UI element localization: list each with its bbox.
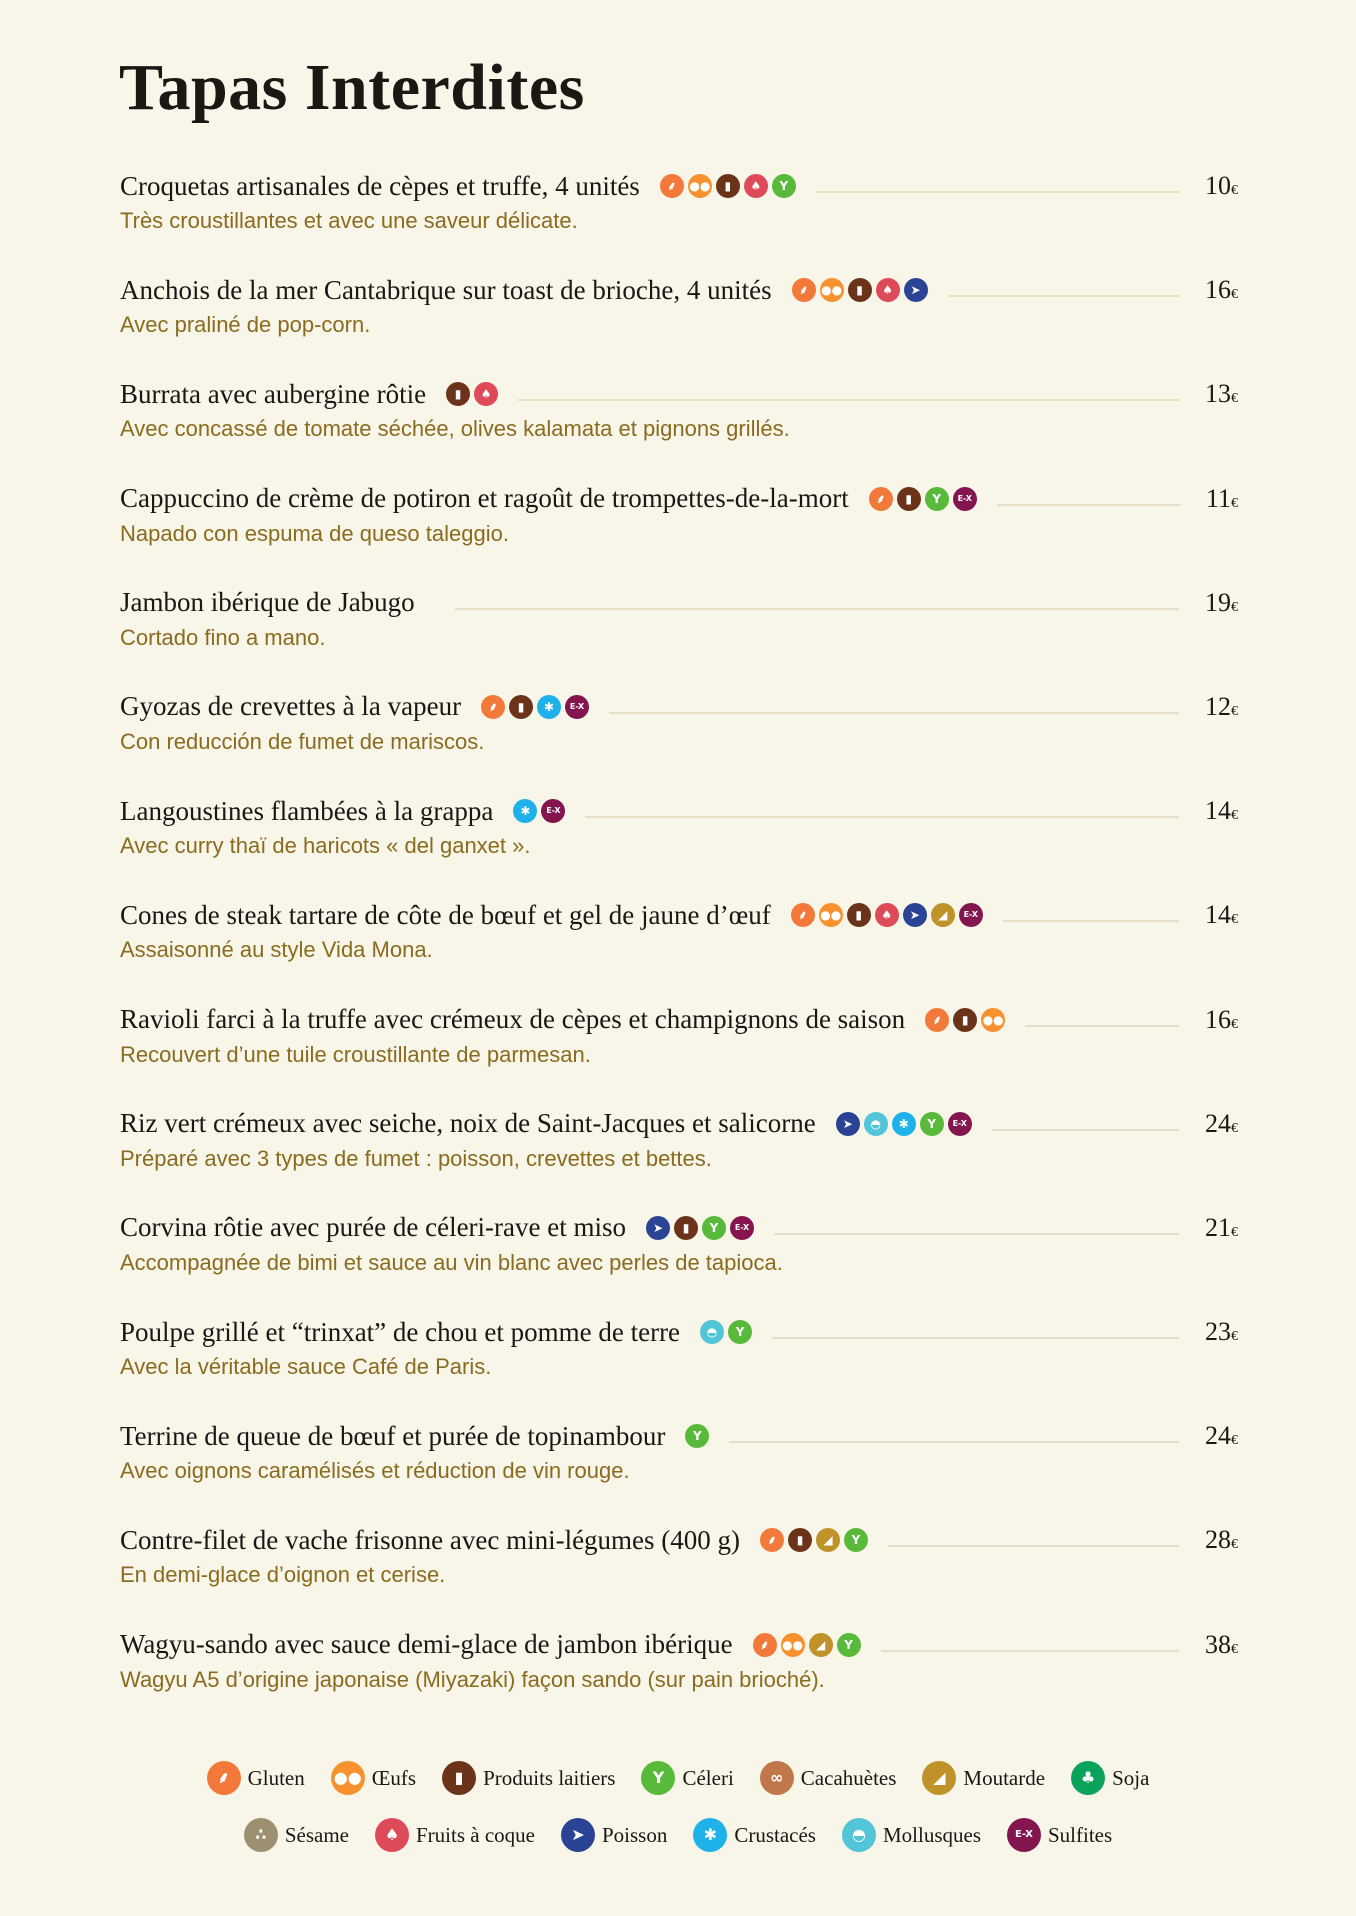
dish-description: Avec oignons caramélisés et réduction de vin rouge. [120,1458,630,1484]
menu-item-header [120,897,1238,933]
legend-item-sesame [244,1818,349,1852]
celery-icon: Y [641,1761,675,1795]
eggs-icon: ●● [331,1761,365,1795]
page-title: Tapas Interdites [119,51,585,124]
dairy-icon: ▮ [788,1528,812,1552]
legend-label: Mollusques [882,1822,981,1847]
crustaceans-icon: ✱ [537,695,561,719]
eggs-icon: ●● [781,1633,805,1657]
price-value: 28 [1205,1525,1231,1555]
legend-label: Soja [1112,1765,1150,1790]
dish-name: Cappuccino de crème de potiron et ragoût de trompettes-de-la-mort [120,483,849,514]
menu-item [120,793,1238,897]
dish-name: Terrine de queue de bœuf et purée de topinambour [120,1420,666,1451]
sesame-icon: ∴ [244,1818,278,1852]
price-value: 10 [1205,171,1231,200]
legend-label: Gluten [247,1765,305,1790]
sulfites-icon: E-X [730,1216,754,1240]
menu-item-header [120,376,1238,412]
legend-item-mustard [922,1761,1045,1795]
allergen-icons [660,174,796,198]
menu-item-header [120,168,1238,204]
celery-icon: Y [920,1112,944,1136]
allergen-icons [792,278,928,302]
allergen-icons [791,903,983,927]
mustard-icon: ◢ [922,1761,956,1795]
leader-line [772,1337,1179,1339]
currency-symbol: € [1231,1433,1238,1449]
dish-description: Assaisonné au style Vida Mona. [120,937,433,963]
sulfites-icon: E-X [1007,1818,1041,1852]
sulfites-icon: E-X [565,695,589,719]
gluten-icon: ⸙ [207,1761,241,1795]
menu-item [120,1522,1238,1626]
dish-price [1205,171,1238,201]
menu-item [120,168,1238,272]
legend-item-eggs [331,1761,416,1795]
mustard-icon: ◢ [931,903,955,927]
menu-list [120,168,1238,1731]
allergen-legend-row [0,1818,1356,1852]
dish-name: Croquetas artisanales de cèpes et truffe, 4 unités [120,170,640,201]
dish-description: Avec concassé de tomate séchée, olives kalamata et pignons grillés. [120,416,790,442]
legend-item-peanuts [760,1761,897,1795]
currency-symbol: € [1231,1641,1238,1657]
menu-item-header [120,272,1238,308]
currency-symbol: € [1231,495,1238,511]
price-value: 38 [1205,1629,1231,1659]
currency-symbol: € [1231,1329,1238,1345]
price-value: 14 [1205,900,1231,930]
menu-item [120,1106,1238,1210]
menu-item-header [120,1210,1238,1246]
gluten-icon: ⸙ [760,1528,784,1552]
price-value: 16 [1205,275,1231,305]
dish-description: Avec la véritable sauce Café de Paris. [120,1354,492,1380]
dish-price [1205,275,1238,305]
celery-icon: Y [685,1424,709,1448]
price-value: 21 [1205,1212,1231,1242]
dish-name: Poulpe grillé et “trinxat” de chou et pomme de terre [120,1316,681,1347]
menu-item [120,585,1238,689]
nuts-icon: ♠ [375,1818,409,1852]
dish-price [1205,379,1238,409]
leader-line [888,1545,1179,1547]
dish-price [1205,1109,1238,1139]
allergen-icons [481,695,589,719]
currency-symbol: € [1231,703,1238,719]
dish-description: Con reducción de fumet de mariscos. [120,728,485,754]
currency-symbol: € [1231,1016,1238,1032]
price-value: 19 [1205,587,1231,617]
nuts-icon: ♠ [875,903,899,927]
sulfites-icon: E-X [959,903,983,927]
dish-description: Préparé avec 3 types de fumet : poisson, crevettes et bettes. [120,1145,712,1171]
legend-item-mollusks [842,1818,981,1852]
allergen-icons [646,1216,754,1240]
celery-icon: Y [728,1320,752,1344]
dish-name: Corvina rôtie avec purée de céleri-rave et miso [120,1212,626,1243]
menu-item [120,1002,1238,1106]
sulfites-icon: E-X [953,487,977,511]
nuts-icon: ♠ [876,278,900,302]
price-value: 12 [1205,691,1231,721]
menu-item [120,897,1238,1001]
dish-price [1205,1421,1238,1451]
dish-name: Gyozas de crevettes à la vapeur [120,691,462,722]
legend-item-celery [641,1761,733,1795]
currency-symbol: € [1231,183,1238,198]
menu-item [120,481,1238,585]
celery-icon: Y [844,1528,868,1552]
legend-item-soy [1071,1761,1149,1795]
dish-name: Wagyu-sando avec sauce demi-glace de jambon ibérique [120,1629,733,1660]
crustaceans-icon: ✱ [892,1112,916,1136]
dish-name: Anchois de la mer Cantabrique sur toast de brioche, 4 unités [120,274,772,305]
eggs-icon: ●● [820,278,844,302]
leader-line [609,712,1179,714]
dish-description: En demi-glace d’oignon et cerise. [120,1562,446,1588]
dish-name: Cones de steak tartare de côte de bœuf et gel de jaune d’œuf [120,899,771,930]
currency-symbol: € [1231,912,1238,928]
gluten-icon: ⸙ [792,278,816,302]
celery-icon: Y [702,1216,726,1240]
legend-item-sulfites [1007,1818,1112,1852]
legend-label: Poisson [601,1822,668,1847]
legend-label: Produits laitiers [483,1765,616,1790]
leader-line [1003,920,1179,922]
dairy-icon: ▮ [847,903,871,927]
fish-icon: ➤ [561,1818,595,1852]
dish-name: Jambon ibérique de Jabugo [120,587,415,618]
legend-label: Moutarde [963,1765,1046,1790]
currency-symbol: € [1231,1120,1238,1136]
dish-price [1205,1005,1238,1035]
dairy-icon: ▮ [446,382,470,406]
menu-item-header [120,585,1238,621]
dish-description: Napado con espuma de queso taleggio. [120,520,509,546]
leader-line [729,1441,1179,1443]
menu-item [120,1314,1238,1418]
legend-label: Crustacés [734,1822,816,1847]
crustaceans-icon: ✱ [513,799,537,823]
menu-item [120,376,1238,480]
price-value: 14 [1205,796,1231,826]
leader-line [1025,1025,1179,1027]
allergen-icons [869,487,977,511]
dairy-icon: ▮ [442,1761,476,1795]
leader-line [585,816,1179,818]
currency-symbol: € [1231,599,1238,615]
menu-item-header [120,1314,1238,1350]
allergen-icons [446,382,498,406]
sulfites-icon: E-X [948,1112,972,1136]
leader-line [881,1650,1179,1652]
menu-item-header [120,1106,1238,1142]
gluten-icon: ⸙ [925,1008,949,1032]
gluten-icon: ⸙ [660,174,684,198]
legend-label: Sésame [284,1822,349,1847]
allergen-icons [753,1633,861,1657]
allergen-icons [700,1320,752,1344]
dairy-icon: ▮ [716,174,740,198]
mollusks-icon: ◓ [864,1112,888,1136]
menu-item-header [120,1002,1238,1038]
dish-description: Avec curry thaï de haricots « del ganxet ». [120,833,531,859]
dish-price [1205,692,1238,722]
menu-item-header [120,481,1238,517]
gluten-icon: ⸙ [869,487,893,511]
dish-description: Wagyu A5 d’origine japonaise (Miyazaki) façon sando (sur pain brioché). [120,1666,825,1692]
menu-item [120,272,1238,376]
allergen-icons [760,1528,868,1552]
legend-item-dairy [442,1761,615,1795]
menu-item-header [120,1522,1238,1558]
celery-icon: Y [925,487,949,511]
legend-item-crustaceans [693,1818,816,1852]
dairy-icon: ▮ [897,487,921,511]
legend-item-nuts [375,1818,535,1852]
menu-item [120,689,1238,793]
leader-line [997,504,1180,506]
allergen-icons [513,799,565,823]
legend-label: Œufs [371,1765,417,1790]
menu-item [120,1418,1238,1522]
legend-label: Cacahuètes [800,1765,897,1790]
legend-label: Fruits à coque [415,1822,535,1847]
dish-name: Contre-filet de vache frisonne avec mini-légumes (400 g) [120,1524,741,1555]
dish-description: Accompagnée de bimi et sauce au vin blanc avec perles de tapioca. [120,1249,783,1275]
menu-item-header [120,1627,1238,1663]
celery-icon: Y [772,174,796,198]
currency-symbol: € [1231,1224,1238,1240]
nuts-icon: ♠ [744,174,768,198]
dairy-icon: ▮ [674,1216,698,1240]
dish-description: Recouvert d’une tuile croustillante de parmesan. [120,1041,591,1067]
fish-icon: ➤ [646,1216,670,1240]
sulfites-icon: E-X [541,799,565,823]
price-value: 23 [1205,1317,1231,1347]
leader-line [948,295,1179,297]
currency-symbol: € [1231,391,1238,407]
allergen-icons [836,1112,972,1136]
currency-symbol: € [1231,287,1238,303]
legend-item-gluten [207,1761,305,1795]
dish-price [1206,484,1238,514]
gluten-icon: ⸙ [791,903,815,927]
allergen-icons [925,1008,1005,1032]
dish-description: Cortado fino a mano. [120,624,326,650]
mustard-icon: ◢ [809,1633,833,1657]
eggs-icon: ●● [688,174,712,198]
price-value: 11 [1205,483,1231,513]
soy-icon: ♣ [1071,1761,1105,1795]
dish-description: Très croustillantes et avec une saveur délicate. [120,208,578,233]
dish-price [1205,588,1238,618]
price-value: 13 [1205,379,1231,409]
currency-symbol: € [1231,1537,1238,1553]
dairy-icon: ▮ [509,695,533,719]
gluten-icon: ⸙ [481,695,505,719]
legend-item-fish [561,1818,667,1852]
menu-item [120,1627,1238,1731]
price-value: 16 [1205,1004,1231,1034]
menu-item-header [120,1418,1238,1454]
legend-label: Céleri [682,1765,734,1790]
allergen-legend-row [0,1761,1356,1795]
dish-price [1205,1630,1238,1660]
legend-label: Sulfites [1048,1822,1113,1847]
dish-price [1205,1525,1238,1555]
dish-name: Ravioli farci à la truffe avec crémeux de cèpes et champignons de saison [120,1004,906,1034]
dish-name: Langoustines flambées à la grappa [120,795,494,826]
dairy-icon: ▮ [953,1008,977,1032]
fish-icon: ➤ [903,903,927,927]
price-value: 24 [1205,1108,1231,1138]
currency-symbol: € [1231,808,1238,824]
mollusks-icon: ◓ [842,1818,876,1852]
leader-line [816,191,1179,193]
fish-icon: ➤ [904,278,928,302]
celery-icon: Y [837,1633,861,1657]
nuts-icon: ♠ [474,382,498,406]
mustard-icon: ◢ [816,1528,840,1552]
dish-name: Burrata avec aubergine rôtie [120,378,427,409]
mollusks-icon: ◓ [700,1320,724,1344]
dish-name: Riz vert crémeux avec seiche, noix de Saint-Jacques et salicorne [120,1108,816,1139]
leader-line [992,1129,1179,1131]
menu-item-header [120,689,1238,725]
leader-line [455,608,1179,610]
leader-line [518,399,1179,401]
fish-icon: ➤ [836,1112,860,1136]
eggs-icon: ●● [981,1008,1005,1032]
gluten-icon: ⸙ [753,1633,777,1657]
menu-item-header [120,793,1238,829]
leader-line [774,1233,1179,1235]
menu-item [120,1210,1238,1314]
dish-description: Avec praliné de pop-corn. [120,312,371,338]
dish-price [1205,1213,1238,1243]
price-value: 24 [1205,1421,1231,1451]
dish-price [1205,1317,1238,1347]
dairy-icon: ▮ [848,278,872,302]
peanuts-icon: ∞ [760,1761,794,1795]
allergen-icons [685,1424,709,1448]
dish-price [1205,900,1238,930]
eggs-icon: ●● [819,903,843,927]
crustaceans-icon: ✱ [693,1818,727,1852]
dish-price [1205,796,1238,826]
